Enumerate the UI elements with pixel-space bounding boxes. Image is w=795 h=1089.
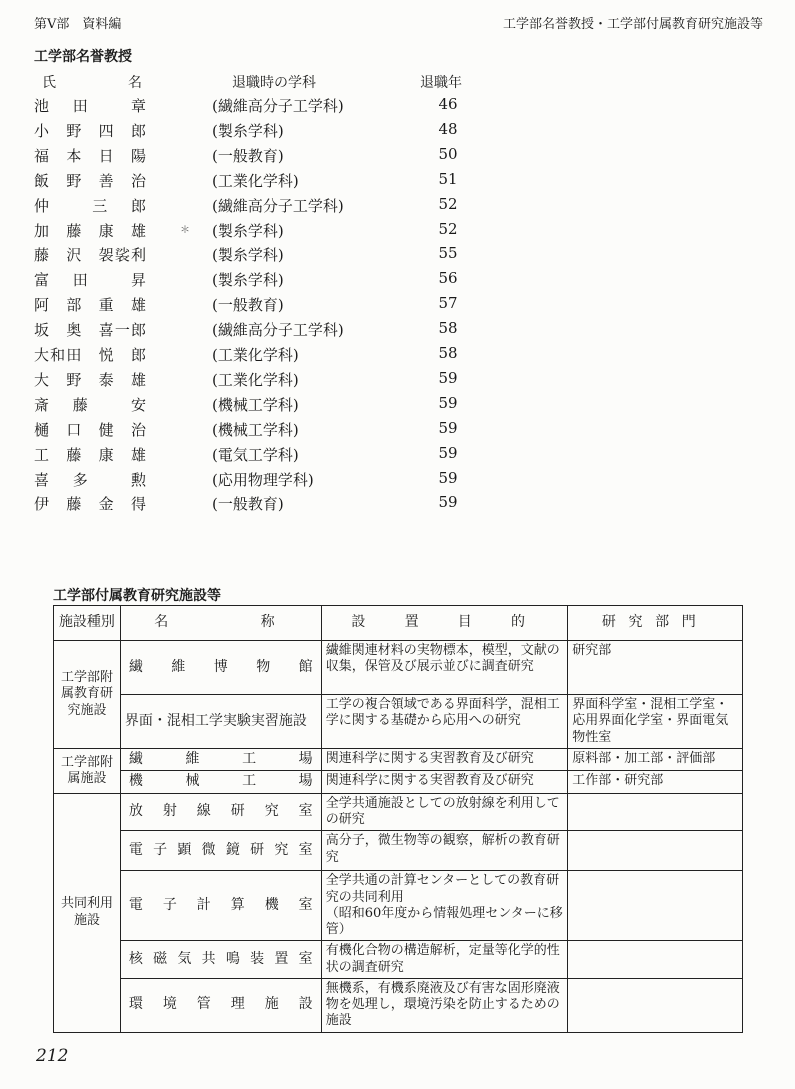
page-number: 212 [36, 1046, 69, 1066]
professor-name: 大 野 泰 雄 [34, 370, 146, 389]
facility-name: 繊維工場 [120, 748, 321, 771]
professor-name: 藤 沢 袈裟利 [34, 246, 146, 265]
th-type: 施設種別 [54, 606, 121, 641]
professor-year: 55 [438, 244, 458, 263]
th-dept: 研究部門 [568, 606, 743, 641]
th-purpose: 設 置 目 的 [321, 606, 568, 641]
col-head-name: 氏 名 [42, 75, 142, 91]
professor-year: 59 [438, 368, 458, 387]
professor-year: 56 [438, 269, 458, 288]
facility-dept [568, 871, 743, 941]
facility-row [54, 941, 743, 979]
professor-row [0, 294, 795, 319]
professor-year: 48 [438, 119, 458, 138]
professor-year: 59 [438, 468, 458, 487]
stray-mark-icon: ＊ [180, 225, 190, 236]
professor-row [0, 469, 795, 494]
professor-name: 池 田 章 [34, 97, 146, 115]
facility-row [54, 748, 743, 771]
facility-dept [568, 793, 743, 831]
professor-dept: (製糸学科) [212, 246, 284, 265]
professor-year: 46 [438, 95, 458, 113]
professors-title: 工学部名誉教授 [34, 49, 132, 65]
facility-dept: 界面科学室・混相工学室・応用界面化学室・界面電気物性室 [568, 695, 743, 749]
th-name: 名 称 [120, 606, 321, 641]
professor-name: 伊 藤 金 得 [34, 495, 146, 514]
facility-row [54, 871, 743, 941]
professor-name: 樋 口 健 治 [34, 420, 146, 439]
facilities-header-row [54, 606, 743, 641]
professor-name: 工 藤 康 雄 [34, 445, 146, 464]
running-header-left: 第Ⅴ部 資料編 [34, 17, 122, 32]
facility-dept: 研究部 [568, 641, 743, 695]
professor-dept: (繊維高分子工学科) [212, 321, 344, 340]
professor-row [0, 220, 795, 245]
professor-year: 58 [438, 319, 458, 338]
facility-name: 機械工場 [120, 771, 321, 794]
facility-row [54, 771, 743, 794]
professor-dept: (製糸学科) [212, 221, 284, 240]
professor-dept: (機械工学科) [212, 395, 299, 414]
professor-dept: (電気工学科) [212, 445, 299, 464]
col-head-year: 退職年 [420, 75, 462, 91]
facility-purpose: 関連科学に関する実習教育及び研究 [321, 748, 568, 771]
facilities-body [54, 641, 743, 1033]
facility-purpose: 工学の複合領域である界面科学，混相工学に関する基礎から応用への研究 [321, 695, 568, 749]
professor-name: 福 本 日 陽 [34, 146, 146, 165]
facility-dept [568, 831, 743, 871]
professor-row [0, 145, 795, 170]
professor-name: 大和田 悦 郎 [34, 346, 146, 364]
facility-purpose: 関連科学に関する実習教育及び研究 [321, 771, 568, 794]
professor-year: 59 [438, 393, 458, 412]
col-head-dept: 退職時の学科 [232, 75, 316, 91]
professor-year: 59 [438, 443, 458, 462]
facility-purpose: 高分子，微生物等の観察，解析の教育研究 [321, 831, 568, 871]
professor-row [0, 95, 795, 120]
facility-dept [568, 978, 743, 1032]
facility-row [54, 978, 743, 1032]
professor-dept: (製糸学科) [212, 271, 284, 290]
facility-type: 共同利用施設 [54, 793, 121, 1032]
facilities-title: 工学部付属教育研究施設等 [53, 588, 221, 604]
professor-dept: (応用物理学科) [212, 470, 314, 489]
professor-year: 57 [438, 294, 458, 313]
professor-dept: (工業化学科) [212, 370, 299, 389]
facility-dept: 原料部・加工部・評価部 [568, 748, 743, 771]
professor-row [0, 319, 795, 344]
professor-dept: (繊維高分子工学科) [212, 196, 344, 215]
professor-dept: (機械工学科) [212, 420, 299, 439]
facility-name: 核磁気共鳴装置室 [120, 941, 321, 979]
facility-purpose: 全学共通施設としての放射線を利用しての研究 [321, 793, 568, 831]
professor-row [0, 344, 795, 369]
professor-name: 加 藤 康 雄 [34, 221, 146, 240]
facility-type: 工学部附属教育研究施設 [54, 641, 121, 749]
facility-type: 工学部附属施設 [54, 748, 121, 793]
facility-dept: 工作部・研究部 [568, 771, 743, 794]
facility-purpose: 繊維関連材料の実物標本，模型，文献の収集，保管及び展示並びに調査研究 [321, 641, 568, 695]
professor-row [0, 444, 795, 469]
facility-name: 環境管理施設 [120, 978, 321, 1032]
professor-dept: (製糸学科) [212, 121, 284, 140]
professor-row [0, 394, 795, 419]
professor-name: 飯 野 善 治 [34, 171, 146, 190]
professor-name: 斎 藤 安 [34, 395, 146, 414]
running-header-right: 工学部名誉教授・工学部付属教育研究施設等 [502, 17, 763, 32]
professor-year: 59 [438, 418, 458, 437]
professor-year: 52 [438, 219, 458, 238]
professor-year: 58 [438, 344, 458, 362]
facility-name: 放射線研究室 [120, 793, 321, 831]
professor-name: 喜 多 勲 [34, 470, 146, 489]
professor-name: 坂 奥 喜一郎 [34, 321, 146, 340]
professor-name: 阿 部 重 雄 [34, 296, 146, 315]
facility-dept [568, 941, 743, 979]
professor-name: 仲 三 郎 [34, 196, 146, 215]
professor-row [0, 244, 795, 269]
professor-row [0, 120, 795, 145]
professor-dept: (一般教育) [212, 495, 284, 514]
facility-purpose: 無機系，有機系廃液及び有害な固形廃液物を処理し，環境汚染を防止するための施設 [321, 978, 568, 1032]
facility-row [54, 695, 743, 749]
professor-row [0, 195, 795, 220]
facility-row [54, 831, 743, 871]
professor-row [0, 419, 795, 444]
professor-name: 富 田 昇 [34, 271, 146, 290]
facility-row [54, 793, 743, 831]
professor-dept: (一般教育) [212, 296, 284, 315]
facility-name: 電子計算機室 [120, 871, 321, 941]
professor-year: 50 [438, 144, 458, 163]
facility-name: 繊維博物館 [120, 641, 321, 695]
professor-dept: (工業化学科) [212, 171, 299, 190]
facility-purpose: 有機化合物の構造解析，定量等化学的性状の調査研究 [321, 941, 568, 979]
facility-purpose: 全学共通の計算センターとしての教育研究の共同利用 （昭和60年度から情報処理センターに移管） [321, 871, 568, 941]
professor-dept: (繊維高分子工学科) [212, 97, 344, 115]
professor-row [0, 170, 795, 195]
professor-year: 51 [438, 169, 458, 188]
facility-name: 電子顕微鏡研究室 [120, 831, 321, 871]
professor-row [0, 269, 795, 294]
professor-row [0, 493, 795, 518]
professor-year: 52 [438, 194, 458, 213]
professor-dept: (工業化学科) [212, 346, 299, 364]
professor-dept: (一般教育) [212, 146, 284, 165]
professor-year: 59 [438, 493, 458, 512]
facility-row [54, 641, 743, 695]
facility-name: 界面・混相工学実験実習施設 [120, 695, 321, 749]
professor-row [0, 369, 795, 394]
professor-name: 小 野 四 郎 [34, 121, 146, 140]
facilities-table [53, 605, 743, 1033]
